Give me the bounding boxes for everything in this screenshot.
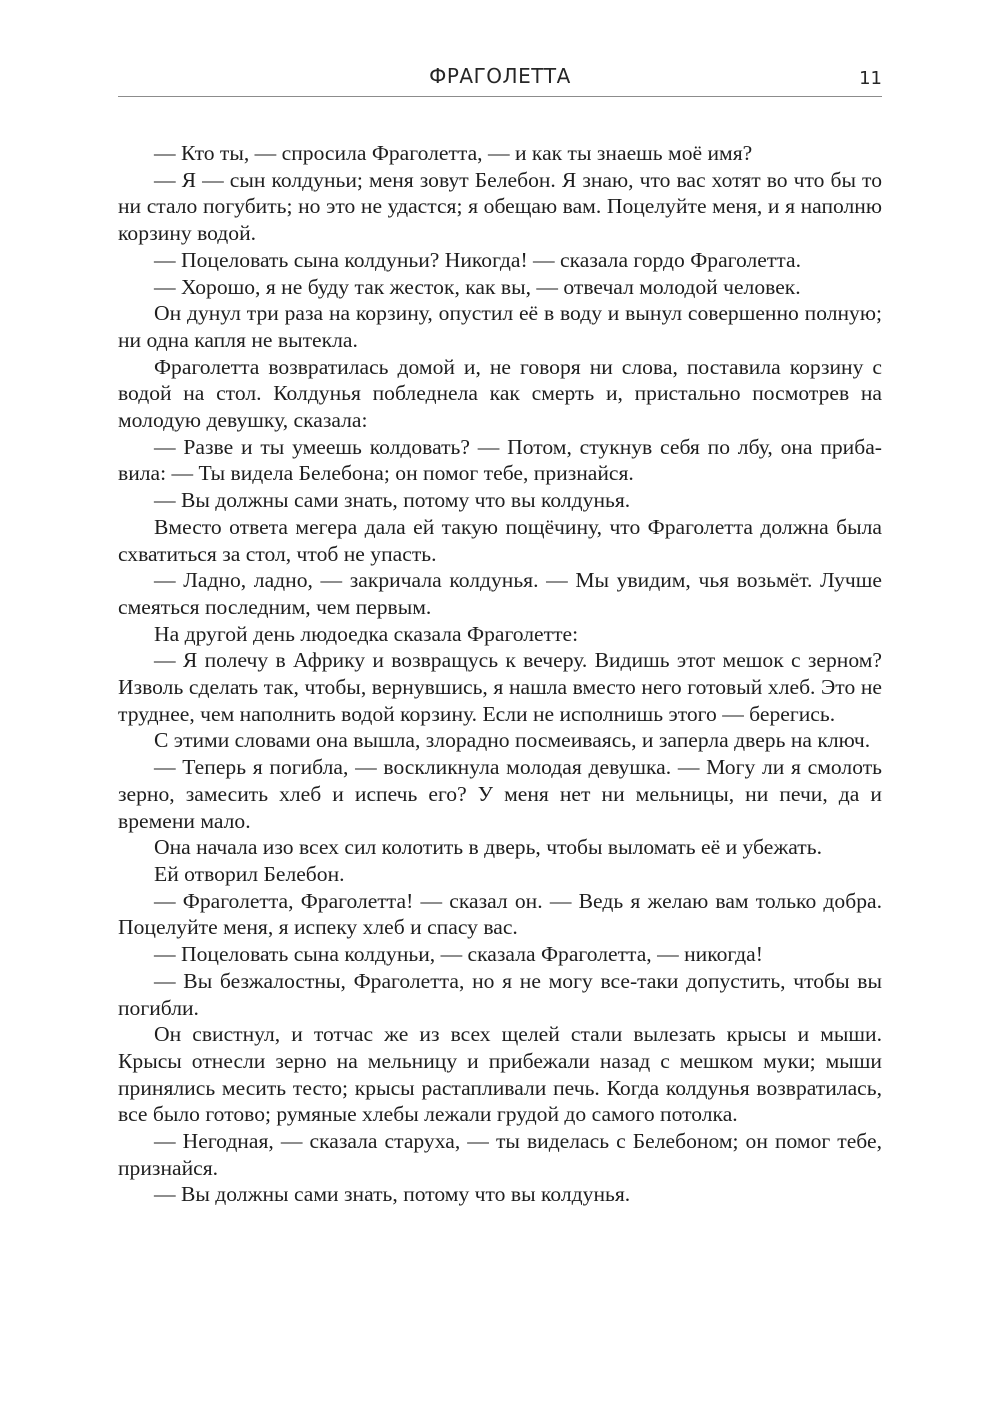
paragraph: — Теперь я погибла, — воскликнула молодая девушка. — Могу ли я смолоть зерно, замесить хлеб и испечь его? У меня нет ни мельницы, ни печи, да и времени мало. (118, 755, 882, 833)
paragraph: — Разве и ты умеешь колдовать? — Потом, стукнув себя по лбу, она прибавила: — Ты видела Белебона; он помог тебе, признайся. (118, 434, 882, 486)
running-head (118, 62, 882, 97)
paragraph: — Вы безжалостны, Фраголетта, но я не могу все-таки допустить, чтобы вы погибли. (118, 968, 882, 1020)
paragraph: — Вы должны сами знать, потому что вы колдунья. (154, 1182, 631, 1207)
paragraph: — Хорошо, я не буду так жесток, как вы, — отвечал молодой человек. (154, 274, 801, 299)
paragraph: Вместо ответа мегера дала ей такую пощёчину, что Фраголетта должна была схватиться за стол, чтоб не упасть. (118, 514, 882, 566)
paragraph: — Я полечу в Африку и возвращусь к вечеру. Видишь этот мешок с зерном? Изволь сделать так, чтобы, вернувшись, я нашла вместо него готовый хлеб. Это не труднее, чем наполнить водой корзину. Если не исполнишь этого — берегись. (118, 648, 882, 726)
paragraph: — Вы должны сами знать, потому что вы колдунья. (154, 488, 631, 513)
paragraph: — Поцеловать сына колдуньи, — сказала Фраголетта, — никогда! (154, 942, 763, 967)
paragraph: Он свистнул, и тотчас же из всех щелей стали вылезать крысы и мыши. Крысы отнесли зерно на мельницу и прибежали назад с мешком муки; мыши принялись месить тесто; крысы растапливали печь. Когда колдунья возвратилась, все было готово; румяные хлебы лежали грудой до самого потолка. (118, 1022, 882, 1127)
body-text (118, 140, 882, 1208)
paragraph: — Негодная, — сказала старуха, — ты виделась с Белебоном; он помог тебе, признайся. (118, 1129, 882, 1180)
paragraph: Фраголетта возвратилась домой и, не говоря ни слова, поставила корзину с водой на стол. Колдунья побледнела как смерть и, пристально посмотрев на молодую девушку, сказала: (118, 354, 882, 433)
paragraph: Она начала изо всех сил колотить в дверь, чтобы выломать её и убежать. (154, 835, 822, 860)
paragraph: — Я — сын колдуньи; меня зовут Белебон. Я знаю, что вас хотят во что бы то ни стало погубить; но это не удастся; я обещаю вам. Поцелуйте меня, и я наполню корзину водой. (118, 167, 882, 246)
paragraph: На другой день людоедка сказала Фраголетте: (154, 621, 579, 646)
paragraph: С этими словами она вышла, злорадно посмеиваясь, и заперла дверь на ключ. (154, 728, 871, 753)
paragraph: — Кто ты, — спросила Фраголетта, — и как ты знаешь моё имя? (154, 141, 753, 165)
paragraph: — Ладно, ладно, — закричала колдунья. — Мы увидим, чья возьмёт. Лучше смеяться последним, чем первым. (118, 568, 882, 619)
paragraph: Ей отворил Белебон. (154, 861, 345, 886)
paragraph: — Фраголетта, Фраголетта! — сказал он. — Ведь я желаю вам только добра. Поцелуйте меня, я испеку хлеб и спасу вас. (118, 888, 882, 940)
paragraph: Он дунул три раза на корзину, опустил её в воду и вынул совершенно полную; ни одна капля не вытекла. (118, 301, 882, 352)
running-title: ФРАГОЛЕТТА (429, 64, 571, 88)
paragraph: — Поцеловать сына колдуньи? Никогда! — сказала гордо Фраголетта. (154, 247, 801, 272)
page-number: 11 (859, 68, 882, 89)
